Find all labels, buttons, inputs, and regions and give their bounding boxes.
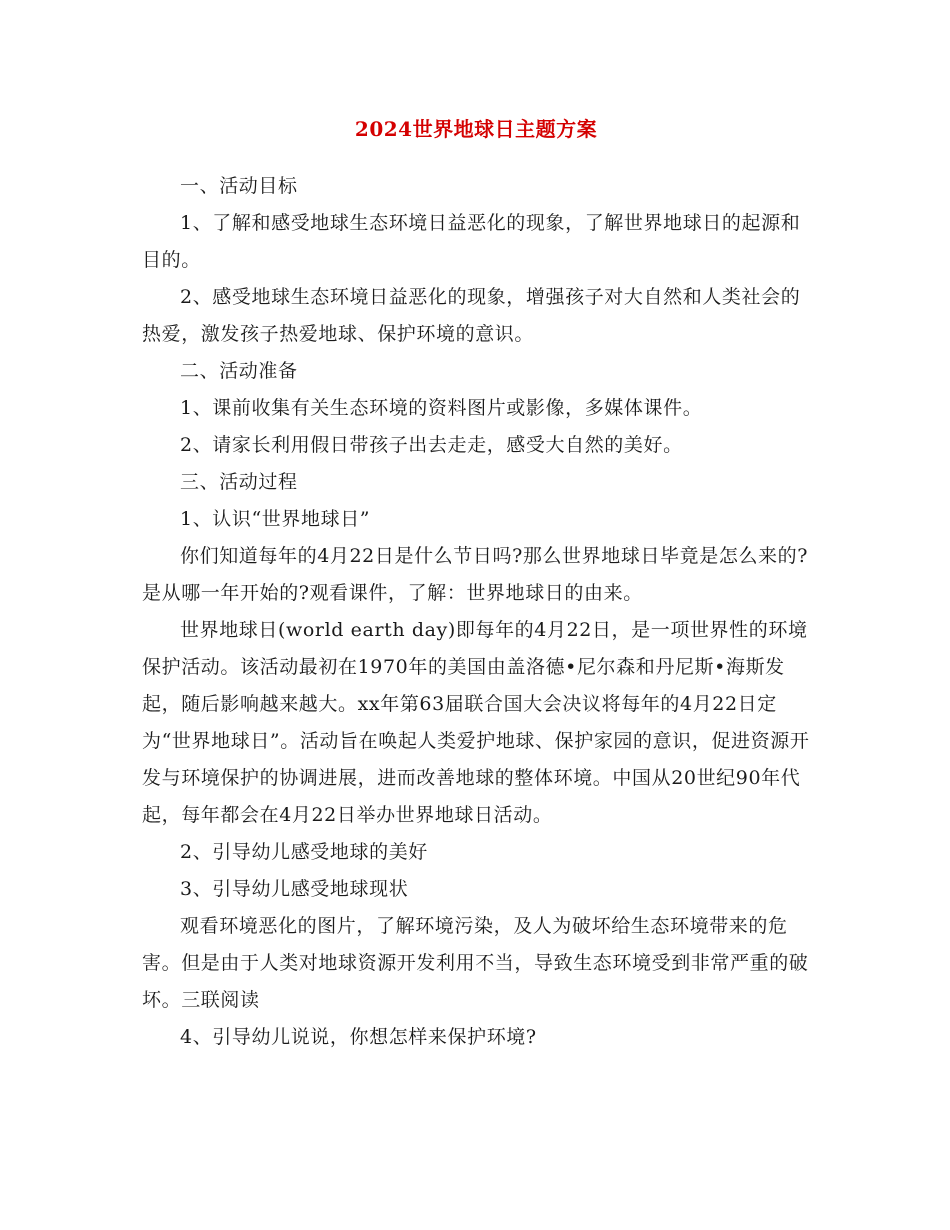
document-page <box>142 112 810 1056</box>
section-heading-process: 三、活动过程 <box>180 471 298 493</box>
document-body <box>142 168 810 1056</box>
process-step-1-explanation: 世界地球日(world earth day)即每年的4月22日，是一项世界性的环境保护活动。该活动最初在1970年的美国由盖洛德•尼尔森和丹尼斯•海斯发起，随后影响越来越大。xx年第63届联合国大会决议将每年的4月22日定为“世界地球日”。活动旨在唤起人类爱护地球、保护家园的意识，促进资源开发与环境保护的协调进展，进而改善地球的整体环境。中国从20世纪90年代起，每年都会在4月22日举办世界地球日活动。 <box>142 619 810 826</box>
preparation-item-1: 1、课前收集有关生态环境的资料图片或影像，多媒体课件。 <box>180 397 703 419</box>
goal-item-2: 2、感受地球生态环境日益恶化的现象，增强孩子对大自然和人类社会的热爱，激发孩子热爱地球、保护环境的意识。 <box>142 286 801 345</box>
process-step-3-detail: 观看环境恶化的图片，了解环境污染，及人为破坏给生态环境带来的危害。但是由于人类对地球资源开发利用不当，导致生态环境受到非常严重的破坏。三联阅读 <box>142 915 809 1011</box>
goal-item-1: 1、了解和感受地球生态环境日益恶化的现象，了解世界地球日的起源和目的。 <box>142 212 801 271</box>
preparation-item-2: 2、请家长利用假日带孩子出去走走，感受大自然的美好。 <box>180 434 683 456</box>
process-step-4: 4、引导幼儿说说，你想怎样来保护环境? <box>180 1026 537 1048</box>
document-title: 2024世界地球日主题方案 <box>354 117 598 141</box>
process-step-1-question: 你们知道每年的4月22日是什么节日吗?那么世界地球日毕竟是怎么来的?是从哪一年开始的?观看课件，了解：世界地球日的由来。 <box>142 545 809 604</box>
section-heading-goals: 一、活动目标 <box>180 175 298 197</box>
section-heading-preparation: 二、活动准备 <box>180 360 298 382</box>
process-step-2: 2、引导幼儿感受地球的美好 <box>180 841 428 863</box>
process-step-3: 3、引导幼儿感受地球现状 <box>180 878 409 900</box>
process-step-1: 1、认识“世界地球日” <box>180 508 371 530</box>
